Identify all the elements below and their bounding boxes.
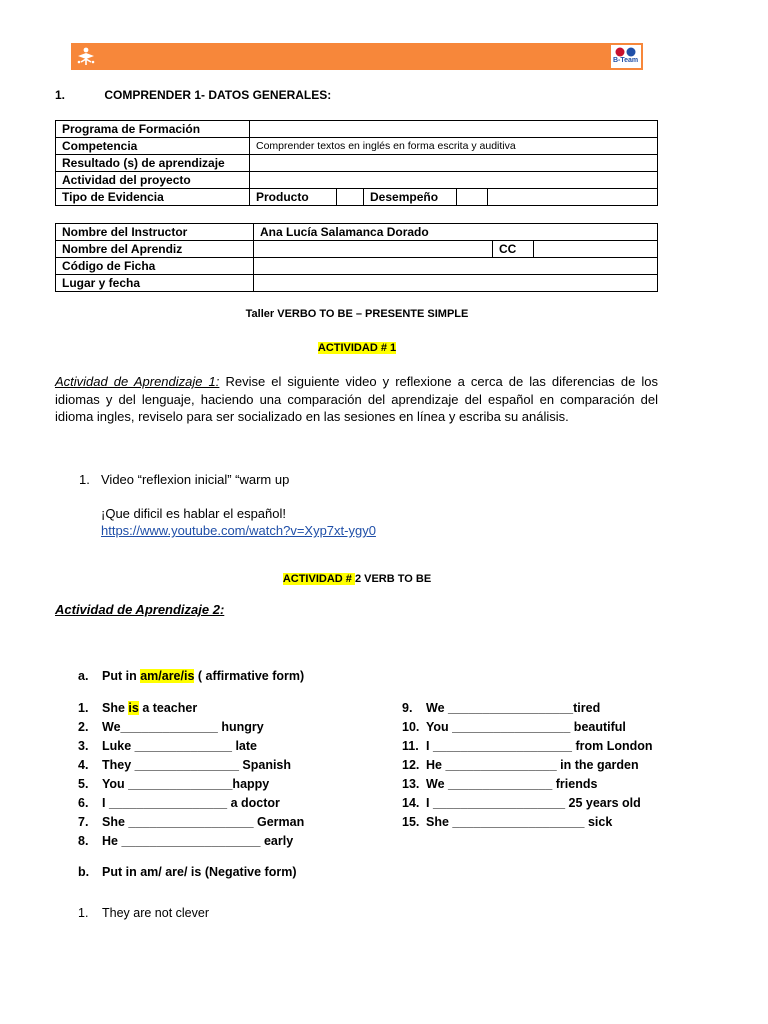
program-field[interactable]: [250, 121, 658, 138]
cc-label: CC: [493, 241, 534, 258]
table-row: [56, 138, 658, 155]
item-text: They are not clever: [102, 906, 209, 920]
general-data-table: [55, 120, 658, 206]
activity1-item: [79, 472, 289, 487]
item-text: You _______________happy: [102, 777, 270, 791]
item-number: 1.: [78, 701, 89, 715]
apprentice-name-field[interactable]: [254, 241, 493, 258]
item-text: They _______________ Spanish: [102, 758, 292, 772]
item-number: 1.: [78, 906, 89, 920]
item-number: 9.: [402, 701, 413, 715]
exercise-b-item: [78, 904, 209, 923]
code-field[interactable]: [254, 258, 658, 275]
item-text: I _________________ a doctor: [102, 796, 280, 810]
activity2-label: Actividad de Aprendizaje 2:: [55, 602, 225, 617]
item-text: I ___________________ 25 years old: [426, 796, 641, 810]
item-number: 7.: [78, 815, 89, 829]
table-row: [56, 155, 658, 172]
exercise-item: [78, 699, 304, 718]
exercise-item[interactable]: [402, 699, 653, 718]
exercise-item[interactable]: [402, 756, 653, 775]
table-row: [56, 189, 658, 206]
table-row: [56, 258, 658, 275]
evidence-extra-cell[interactable]: [488, 189, 658, 206]
exercise-a-title: [78, 667, 304, 686]
item-text: We______________ hungry: [102, 720, 264, 734]
project-activity-field[interactable]: [250, 172, 658, 189]
performance-checkbox[interactable]: [457, 189, 488, 206]
exercise-item[interactable]: [402, 794, 653, 813]
activity2-heading-rest: 2 VERB TO BE: [354, 573, 432, 585]
exercise-item[interactable]: [402, 718, 653, 737]
row-label: Lugar y fecha: [56, 275, 254, 292]
cc-field[interactable]: [534, 241, 658, 258]
item-number: 5.: [78, 777, 89, 791]
exercise-item[interactable]: [78, 756, 304, 775]
exercise-a-suffix: ( affirmative form): [194, 669, 305, 683]
row-label: Resultado (s) de aprendizaje: [56, 155, 250, 172]
workshop-title: Taller VERBO TO BE – PRESENTE SIMPLE: [245, 308, 469, 320]
item-number: 10.: [402, 720, 420, 734]
item-answer: is: [128, 701, 139, 715]
item-number: 3.: [78, 739, 89, 753]
place-date-field[interactable]: [254, 275, 658, 292]
exercise-item[interactable]: [402, 737, 653, 756]
exercise-item[interactable]: [78, 775, 304, 794]
row-label: Competencia: [56, 138, 250, 155]
item-text: He ________________ in the garden: [426, 758, 639, 772]
item-text-post: a teacher: [138, 701, 198, 715]
table-row: [56, 224, 658, 241]
table-row: [56, 172, 658, 189]
item-number: 12.: [402, 758, 420, 772]
activity1-text: Revise el siguiente video y reflexione a cerca de las diferencias de los idiomas y del lenguaje, haciendo una comparación del aprendizaje del español en comparación del idioma ingles, reviselo para ser socializado en las sesiones en línea y escriba su análisis.: [55, 374, 658, 424]
exercise-a-prefix: Put in: [102, 669, 141, 683]
activity2-heading-highlight: ACTIVIDAD #: [282, 573, 355, 585]
exercise-item[interactable]: [402, 775, 653, 794]
item-text: You _________________ beautiful: [426, 720, 626, 734]
exercise-item[interactable]: [78, 737, 304, 756]
video-link-wrap: [101, 523, 376, 538]
table-row: [56, 275, 658, 292]
item-text: She ___________________ sick: [426, 815, 613, 829]
activity1-item-number: 1.: [79, 472, 90, 487]
performance-label: Desempeño: [364, 189, 457, 206]
exercise-a-left-column: [78, 699, 304, 851]
exercise-item[interactable]: [402, 813, 653, 832]
activity1-heading: ACTIVIDAD # 1: [317, 342, 397, 354]
exercise-b-title: [78, 863, 297, 882]
activity1-label: Actividad de Aprendizaje 1:: [55, 374, 220, 389]
exercise-b-title-text: Put in am/ are/ is (Negative form): [102, 865, 297, 879]
item-text-pre: She: [102, 701, 129, 715]
sena-logo-icon: [75, 46, 97, 67]
section-number: 1.: [55, 88, 66, 102]
competence-field[interactable]: Comprender textos en inglés en forma escrita y auditiva: [250, 138, 658, 155]
table-row: [56, 241, 658, 258]
item-number: 2.: [78, 720, 89, 734]
exercise-item[interactable]: [78, 718, 304, 737]
row-label: Nombre del Instructor: [56, 224, 254, 241]
item-number: 13.: [402, 777, 420, 791]
exercise-item[interactable]: [78, 832, 304, 851]
video-title: ¡Que dificil es hablar el español!: [101, 506, 286, 521]
item-text: She __________________ German: [102, 815, 305, 829]
row-label: Actividad del proyecto: [56, 172, 250, 189]
header-bar: [71, 43, 643, 70]
item-number: 4.: [78, 758, 89, 772]
product-checkbox[interactable]: [337, 189, 364, 206]
participants-table: [55, 223, 658, 292]
product-label: Producto: [250, 189, 337, 206]
instructor-name-field[interactable]: Ana Lucía Salamanca Dorado: [254, 224, 658, 241]
exercise-item[interactable]: [78, 813, 304, 832]
exercise-item[interactable]: [78, 794, 304, 813]
exercise-a-right-column: [402, 699, 653, 832]
item-number: 8.: [78, 834, 89, 848]
item-text: Luke ______________ late: [102, 739, 257, 753]
activity2-label-wrap: [55, 602, 224, 617]
row-label: Programa de Formación: [56, 121, 250, 138]
exercise-a-highlight: am/are/is: [140, 669, 195, 683]
exercise-b-letter: b.: [78, 865, 90, 879]
exercise-a-letter: a.: [78, 669, 89, 683]
item-number: 11.: [402, 739, 419, 753]
activity2-heading: [0, 573, 714, 585]
item-text: He ____________________ early: [102, 834, 294, 848]
activity1-heading-wrap: [0, 342, 714, 354]
item-text: We _______________ friends: [426, 777, 598, 791]
video-link[interactable]: https://www.youtube.com/watch?v=Xyp7xt-ygy0: [101, 523, 376, 538]
item-number: 14.: [402, 796, 420, 810]
item-text: We __________________tired: [426, 701, 601, 715]
row-label: Código de Ficha: [56, 258, 254, 275]
row-label: Nombre del Aprendiz: [56, 241, 254, 258]
row-label: Tipo de Evidencia: [56, 189, 250, 206]
results-field[interactable]: [250, 155, 658, 172]
section-title: [55, 88, 331, 102]
bteam-logo: [611, 45, 641, 68]
table-row: [56, 121, 658, 138]
activity1-paragraph: [55, 373, 658, 426]
activity1-item-text: Video “reflexion inicial” “warm up: [101, 472, 290, 487]
item-number: 6.: [78, 796, 89, 810]
bteam-logo-text: B-Team: [613, 57, 639, 64]
section-title-text: COMPRENDER 1- DATOS GENERALES:: [104, 88, 332, 102]
item-number: 15.: [402, 815, 420, 829]
item-text: I ____________________ from London: [426, 739, 653, 753]
